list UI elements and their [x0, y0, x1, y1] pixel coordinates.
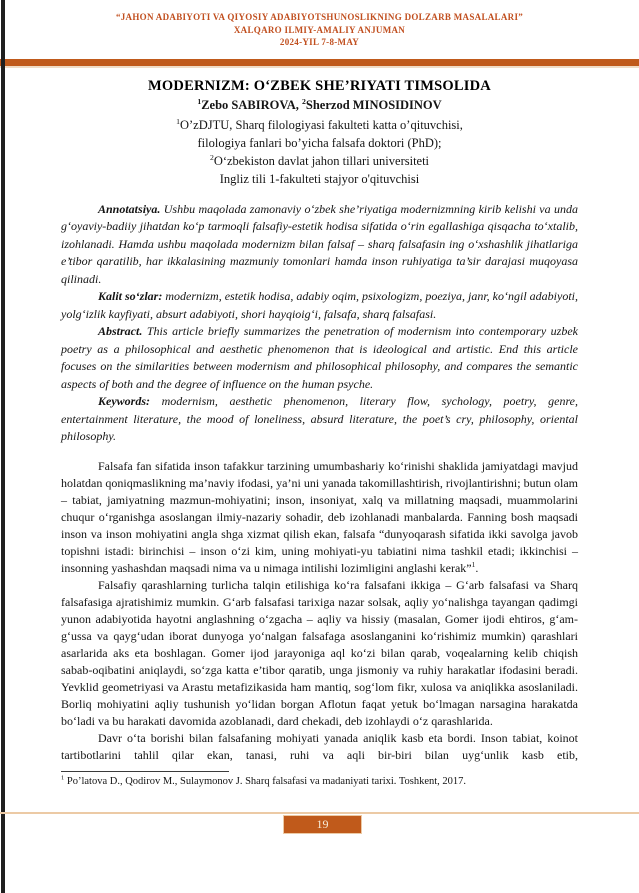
author-1-marker: 1 — [197, 96, 202, 106]
body-paragraph-2 — [61, 577, 578, 730]
footnote-marker: 1 — [61, 774, 65, 781]
keywords-uz-paragraph — [61, 288, 578, 323]
scan-edge-strip — [1, 0, 5, 893]
conference-date: 2024-YIL 7-8-MAY — [279, 37, 360, 47]
header-divider-bar — [0, 59, 639, 68]
article-title: MODERNIZM: O‘ZBEK SHE’RIYATI TIMSOLIDA — [148, 77, 491, 94]
annotation-paragraph — [61, 201, 578, 289]
keywords-uz-label: Kalit so‘zlar: — [98, 289, 163, 303]
affiliation-1-text: O’zDJTU, Sharq filologiyasi fakulteti katta o’qituvchisi, — [179, 117, 463, 132]
author-1-name: Zebo SABIROVA, — [201, 97, 303, 112]
annotation-label: Annotatsiya. — [98, 201, 161, 216]
authors-line — [61, 97, 578, 114]
footnote-text: Po’latova D., Qodirov M., Sulaymonov J. Sharq falsafasi va madaniyati tarixi. Toshkent, 2017. — [66, 775, 467, 787]
keywords-en-paragraph — [61, 393, 578, 446]
footnote — [61, 775, 578, 788]
abstract-paragraph — [61, 323, 578, 393]
page-number-badge: 19 — [283, 815, 362, 834]
affiliation-3-text: O‘zbekiston davlat jahon tillari universiteti — [213, 153, 430, 168]
keywords-en-label: Keywords: — [98, 394, 150, 408]
body-paragraph-3 — [61, 730, 578, 764]
author-2-marker: 2 — [302, 96, 306, 106]
keywords-uz-text: modernizm, estetik hodisa, adabiy oqim, psixologizm, poeziya, janr, ko‘ngil adabiyoti, yolg‘izlik kayfiyati, absurt adabiyoti, shori hayqioig‘i, falsafa, sharq falsafasi. — [61, 289, 579, 321]
affiliation-1-marker: 1 — [176, 116, 180, 126]
affiliation-2-text: filologiya fanlari bo’yicha falsafa doktori (PhD); — [197, 135, 442, 150]
affiliation-3-marker: 2 — [209, 152, 214, 162]
abstract-text: This article briefly summarizes the penetration of modernism into contemporary uzbek poetry as a philosophical and aesthetic phenomenon that is ideological and artistic. End this article focuses on the similarities between modernism and philosophical philosophy, and compares the semantic aspects of both and the degree of influence on the human psyche. — [61, 324, 579, 391]
footer-divider-line — [0, 812, 639, 814]
conference-title: “JAHON ADABIYOTI VA QIYOSIY ADABIYOTSHUNOSLIKNING DOLZARB MASALALARI” — [115, 12, 524, 22]
footnote-reference: 1 — [471, 559, 476, 569]
body-paragraph-3-text: Davr o‘ta borishi bilan falsafaning mohiyati yanada aniqlik kasb eta bordi. Inson tabiat, koinot tartibotlarini tahlil qilar ekan, tanasi, ruhi va aqli bir-biri bilan uyg‘unlik kasb etib, — [61, 730, 578, 762]
footnote-block — [61, 771, 578, 788]
affiliation-line-2 — [61, 134, 578, 152]
annotation-text: Ushbu maqolada zamonaviy o‘zbek she’riyatiga modernizmning kirib kelishi va unda g‘oyaviy-badiiy jihatdan ko‘p tarmoqli falsafiy-estetik hodisa sifatida o‘rin egallashiga qisqacha to‘xtalib, izohlanadi. Hamda ushbu maqolada modernizm bilan falsaf – sharq falsafasin ing o‘xshashlik jihatlariga e’tibor qaratilib, har ikkalasining mazmuniy tomonlari hamda inson ruhiyatiga ta’sir darajasi muqoyasa qilinadi. — [61, 201, 579, 286]
body-paragraph-1-tail: . — [475, 560, 479, 575]
affiliations — [61, 116, 578, 188]
body-paragraph-2-text: Falsafiy qarashlarning turlicha talqin etilishiga ko‘ra falsafani ikkiga – G‘arb falsafasi va Sharq falsafasiga ajratishimiz mumkin. G‘arb falsafasi tarixiga nazar solsak, aqliy yo‘nalishga tayangan qadimgi yunon adabiyotida hayotni anglashning o‘zgacha – aqliy va hissiy (masalan, Gomer ijodi ehtiros, g‘am-g‘ussa va qayg‘udan iborat dunyoga yo‘nalgan falsafaga asoslanganini ko‘rishimiz mumkin) qarashlari asarlarida aks eta boshlagan. Gomer ijod jarayoniga aql ko‘zi bilan qarab, voqealarning kelib chiqish sabab-oqibatini aniqlaydi, so‘zga katta e’tibor qaratib, unga jismoniy va ruhiy harakatlar ifodasini beradi. Yevklid geometriyasi va Arastu metafizikasida ham mantiq, sog‘lom fikr, xulosa va aniqlikka asoslaniladi. Borliq mohiyatini aqliy tushunish yo‘lidan borgan Aflotun faqat yetuk bo‘lmagan narsagina harakatda bo‘ladi va bu harakati davomida azoblanadi, dard chekadi, deb izohlaydi o‘z qarashlarida. — [61, 577, 578, 728]
footnote-separator — [61, 771, 229, 772]
article-content — [61, 77, 578, 764]
keywords-en-text: modernism, aesthetic phenomenon, literary flow, sychology, poetry, genre, entertainment literature, the mood of loneliness, absurd literature, the poet’s cry, philosophy, oriental philosophy. — [61, 394, 578, 443]
conference-subtitle: XALQARO ILMIY-AMALIY ANJUMAN — [233, 24, 406, 35]
body-paragraph-1 — [61, 458, 578, 577]
body-paragraph-1-text: Falsafa fan sifatida inson tafakkur tarzining umumbashariy ko‘rinishi shaklida jamiyatdagi mavjud holatdan qoniqmaslikning ma’naviy ifodasi, ya’ni uni yanada takomillashtirish, rivojlantirishni; butun olam – tabiat, jamiyatning mazmun-mohiyatini; inson, insoniyat, xalq va millatning maqsadi, muammolarini chuqur o‘rganishga asoslangan ilmiy-nazariy sohadir, deb izohlanadi manbalarda. Fanning bosh maqsadi inson va inson mohiyatini angla shga xizmat qilish ekan, falsafa “dunyoqarash sifatida ikki savolga javob topishni istadi: birinchisi – inson o‘zi kim, uning mohiyati-yu tabiatini nima tashkil etadi; ikkinchisi – insonning yashashdan maqsadi nima va u nimaga intilishi lozimligini anglashi kerak” — [61, 458, 578, 575]
author-2-name: Sherzod MINOSIDINOV — [305, 97, 442, 112]
affiliation-4-text: Ingliz tili 1-fakulteti stajyor o'qituvchisi — [219, 171, 420, 186]
affiliation-line-3 — [61, 152, 578, 170]
body-text — [61, 458, 578, 764]
affiliation-line-4 — [61, 170, 578, 188]
affiliation-line-1 — [61, 116, 578, 134]
abstract-label: Abstract. — [98, 324, 143, 338]
abstract-block — [61, 201, 578, 446]
conference-header — [0, 0, 639, 49]
